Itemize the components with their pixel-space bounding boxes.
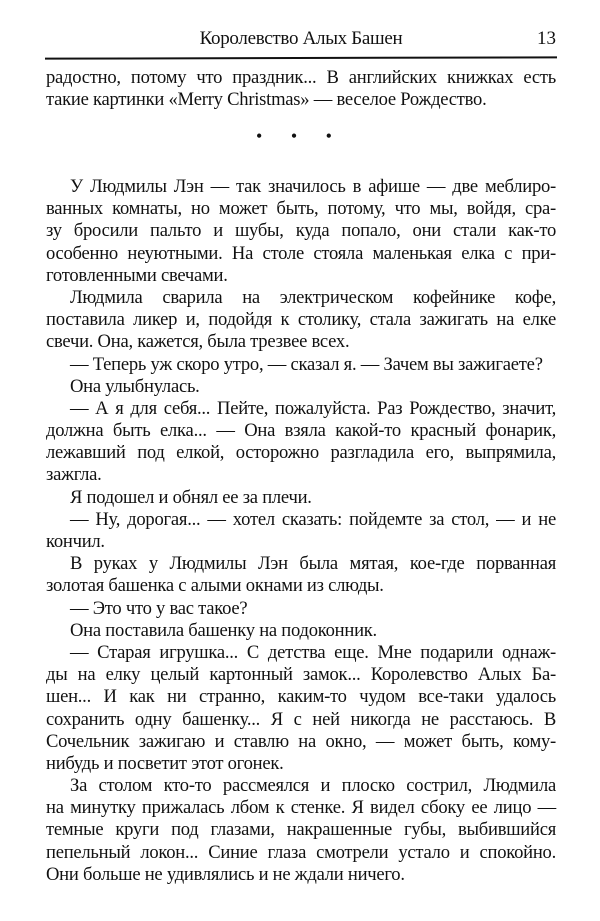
text-line: Они больше не удивлялись и не ждали ничего.	[46, 863, 405, 885]
text-line: Людмила сварила на электрическом кофейнике кофе,	[70, 286, 556, 308]
text-line: лежавший под елкой, осторожно разгладила его, выпрямила,	[46, 442, 556, 464]
text-line: За столом кто-то рассмеялся и плоско сострил, Людмила	[70, 775, 556, 797]
paragraph	[46, 354, 556, 376]
text-line: Сочельник зажигаю и ставлю на окно, — может быть, кому-	[46, 730, 556, 752]
paragraph	[46, 620, 556, 642]
text-line: зажгла.	[46, 464, 102, 486]
text-line: на минутку прижалась лбом к стенке. Я видел сбоку ее лицо —	[46, 797, 556, 819]
running-title: Королевство Алых Башен	[199, 28, 403, 49]
paragraph	[46, 598, 556, 620]
text-line: ванных комнаты, но может быть, потому, что мы, войдя, сра-	[46, 198, 556, 220]
paragraph	[46, 509, 556, 553]
paragraph	[46, 487, 556, 509]
text-line: шен... И как ни странно, каким-то чудом все-таки удалось	[46, 686, 556, 708]
text-line: ды на елку целый картонный замок... Королевство Алых Ба-	[46, 664, 556, 686]
paragraph	[46, 376, 556, 398]
header-rule	[45, 56, 557, 59]
text-line: Я подошел и обнял ее за плечи.	[70, 486, 312, 508]
running-header	[46, 28, 556, 54]
paragraph	[46, 398, 556, 487]
text-line: радостно, потому что праздник... В английских книжках есть	[46, 67, 556, 88]
text-line: Она поставила башенку на подоконник.	[70, 619, 377, 641]
section-separator: • • •	[256, 126, 344, 146]
text-line: темные круги под глазами, накрашенные губы, выбившийся	[46, 819, 556, 841]
text-line: Она улыбнулась.	[70, 375, 200, 397]
paragraph	[46, 176, 556, 287]
paragraph	[46, 642, 556, 775]
paragraph	[46, 553, 556, 597]
text-block-section	[46, 176, 556, 886]
text-line: золотая башенка с алыми окнами из слюды.	[46, 575, 384, 597]
text-line: готовленными свечами.	[46, 264, 228, 286]
text-line: зу бросили пальто и шубы, куда попало, они стали как-то	[46, 220, 556, 242]
page-number: 13	[537, 28, 556, 49]
text-line: — Это что у вас такое?	[70, 597, 248, 619]
text-line: нибудь и посветит этот огонек.	[46, 752, 284, 774]
text-line: В руках у Людмилы Лэн была мятая, кое-где порванная	[70, 553, 556, 575]
text-line: пепельный локон... Синие глаза смотрели устало и спокойно.	[46, 841, 556, 863]
paragraph	[46, 67, 556, 111]
text-line: кончил.	[46, 531, 105, 552]
text-line: поставила ликер и, подойдя к столику, стала зажигать на елке	[46, 309, 556, 331]
text-line: — Старая игрушка... С детства еще. Мне подарили однаж-	[70, 641, 556, 663]
text-line: такие картинки «Merry Christmas» — веселое Рождество.	[46, 89, 487, 111]
text-line: — Теперь уж скоро утро, — сказал я. — Зачем вы зажигаете?	[70, 353, 543, 375]
text-line: свечи. Она, кажется, была трезвее всех.	[46, 331, 350, 353]
text-line: сохранить одну башенку... Я с ней никогда не расстаюсь. В	[46, 708, 556, 730]
paragraph	[46, 775, 556, 886]
text-line: У Людмилы Лэн — так значилось в афише — две меблиро-	[70, 176, 556, 197]
text-line: должна быть елка... — Она взяла какой-то красный фонарик,	[46, 420, 556, 442]
text-block-continuation	[46, 67, 556, 111]
text-line: особенно неуютными. На столе стояла маленькая елка с при-	[46, 242, 556, 264]
text-line: — А я для себя... Пейте, пожалуйста. Раз Рождество, значит,	[70, 397, 556, 419]
paragraph	[46, 287, 556, 354]
text-line: — Ну, дорогая... — хотел сказать: пойдемте за стол, — и не	[70, 508, 556, 530]
